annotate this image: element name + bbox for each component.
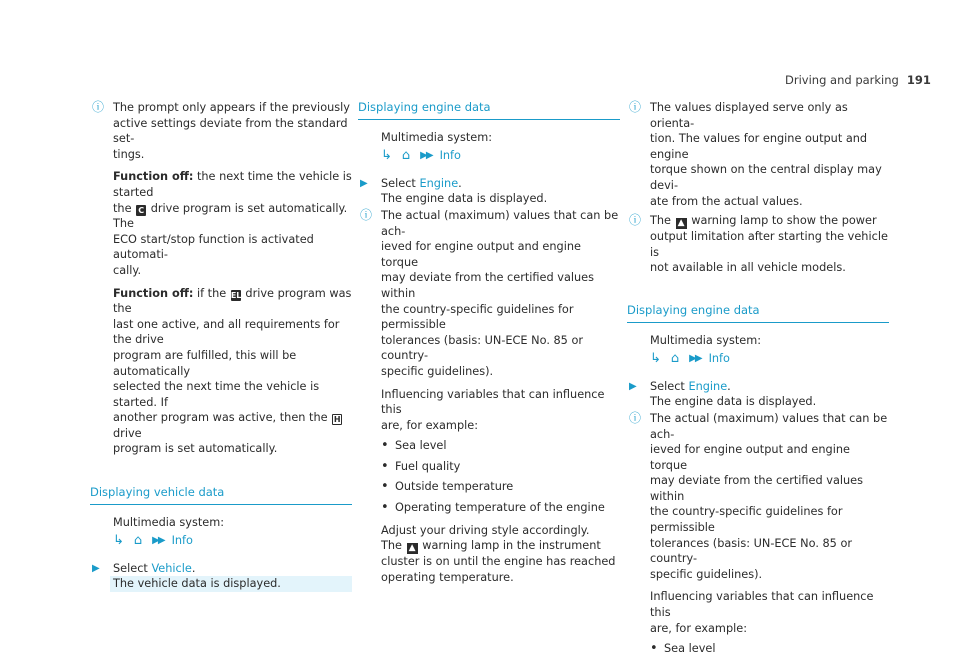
turn-arrow-icon: ↳ xyxy=(381,148,392,164)
info-icon: ⓘ xyxy=(629,410,642,425)
step: ▶ Select Vehicle. The vehicle data is displayed. xyxy=(90,561,352,592)
list-item: • Fuel quality xyxy=(381,459,620,475)
list-item: • Operating temperature of the engine xyxy=(381,500,620,516)
column-3 xyxy=(627,100,889,657)
note-line: The prompt only appears if the previously xyxy=(113,101,350,114)
menu-path xyxy=(90,533,352,549)
menu-item-info[interactable]: Info xyxy=(708,352,730,366)
fast-forward-icon: ▶▶ xyxy=(689,353,701,365)
function-off-label: Function off: xyxy=(113,170,194,184)
note-block: ⓘ The values displayed serve only as orienta- tion. The values for engine output and engine torque shown on the central display may devi- ate from the actual values. xyxy=(629,100,882,208)
function-off-para-1: Function off: the next time the vehicle is started the C drive program is set automatically. The ECO start/stop function is activated automati- cally. xyxy=(113,170,352,277)
select-engine-link[interactable]: Engine xyxy=(419,176,459,190)
section-title: Displaying engine data xyxy=(627,303,889,323)
menu-item-info[interactable]: Info xyxy=(171,534,193,548)
function-off-para-2: Function off: if the EL drive program was the last one active, and all requirements for the drive program are fulfilled, this will be automatically selected the next time the vehicle is started. If another program was active, then the H drive program is set automatically. xyxy=(113,286,352,456)
column-1 xyxy=(90,100,352,592)
fast-forward-icon: ▶▶ xyxy=(420,150,432,162)
note-line: active settings deviate from the standard set- xyxy=(113,116,348,146)
select-engine-link[interactable]: Engine xyxy=(688,379,728,393)
column-2 xyxy=(358,100,620,585)
drive-program-h-icon: H xyxy=(333,415,341,425)
note-block: ⓘ The actual (maximum) values that can be ach- ieved for engine output and engine torque may deviate from the certified values within the country-specific guidelines for permissible tolerances (basis: UN-ECE No. 85 or country- specific guidelines). Influencing variables that can influence this are, for example: • Sea level xyxy=(627,411,889,657)
drive-program-c-icon: C xyxy=(136,205,146,216)
home-icon[interactable]: ⌂ xyxy=(133,533,143,549)
info-icon: ⓘ xyxy=(360,207,373,222)
list-item: • Sea level xyxy=(650,641,889,657)
section-title: Displaying engine data xyxy=(358,100,620,120)
step: ▶ Select Engine. The engine data is displayed. xyxy=(358,176,620,207)
engine-warning-lamp-icon: ▲ xyxy=(407,543,418,554)
step-arrow-icon: ▶ xyxy=(360,177,368,189)
info-icon: ⓘ xyxy=(92,100,105,114)
home-icon[interactable]: ⌂ xyxy=(401,148,411,164)
note-block: ⓘ The actual (maximum) values that can be ach- ieved for engine output and engine torque may deviate from the certified values within the country-specific guidelines for permissible tolerances (basis: UN-ECE No. 85 or country- specific guidelines). Influencing variables that can influence this are, for example: • Sea level • Fuel quality • Outside temperature • Operating temperature of the engine Adjust your driving style accordingly. The ▲ warning lamp in the instrument cluster is on until the engine has reached operating temperature. xyxy=(358,208,620,585)
multimedia-label: Multimedia system: xyxy=(113,515,225,529)
menu-path xyxy=(358,148,620,164)
note-line: tings. xyxy=(113,147,145,161)
step-arrow-icon: ▶ xyxy=(629,380,637,392)
page-number: 191 xyxy=(906,73,931,87)
section-vehicle-data xyxy=(90,485,352,592)
header-title: Driving and parking xyxy=(785,73,899,87)
note-block xyxy=(90,100,352,457)
function-off-label: Function off: xyxy=(113,286,194,300)
running-header xyxy=(785,73,931,87)
turn-arrow-icon: ↳ xyxy=(113,533,124,549)
bullet-list xyxy=(381,438,620,515)
step: ▶ Select Engine. The engine data is displayed. xyxy=(627,379,889,410)
note-block: ⓘ The ▲ warning lamp to show the power output limitation after starting the vehicle is not available in all vehicle models. xyxy=(629,213,888,275)
menu-item-info[interactable]: Info xyxy=(439,149,461,163)
multimedia-label: Multimedia system: xyxy=(381,130,493,144)
section-engine-data xyxy=(627,303,889,657)
turn-arrow-icon: ↳ xyxy=(650,351,661,367)
home-icon[interactable]: ⌂ xyxy=(670,351,680,367)
list-item: • Outside temperature xyxy=(381,479,620,495)
engine-warning-lamp-icon: ▲ xyxy=(676,218,687,229)
drive-program-el-icon: EL xyxy=(230,290,242,300)
select-vehicle-link[interactable]: Vehicle xyxy=(151,561,192,575)
result-text: The engine data is displayed. xyxy=(650,395,817,409)
section-title: Displaying vehicle data xyxy=(90,485,352,505)
result-text: The vehicle data is displayed. xyxy=(110,576,352,592)
menu-path xyxy=(627,351,889,367)
fast-forward-icon: ▶▶ xyxy=(152,535,164,547)
info-icon: ⓘ xyxy=(629,100,642,114)
multimedia-label: Multimedia system: xyxy=(650,333,762,347)
list-item: • Sea level xyxy=(381,438,620,454)
info-icon: ⓘ xyxy=(629,213,642,228)
step-arrow-icon: ▶ xyxy=(92,562,100,574)
result-text: The engine data is displayed. xyxy=(381,192,548,206)
